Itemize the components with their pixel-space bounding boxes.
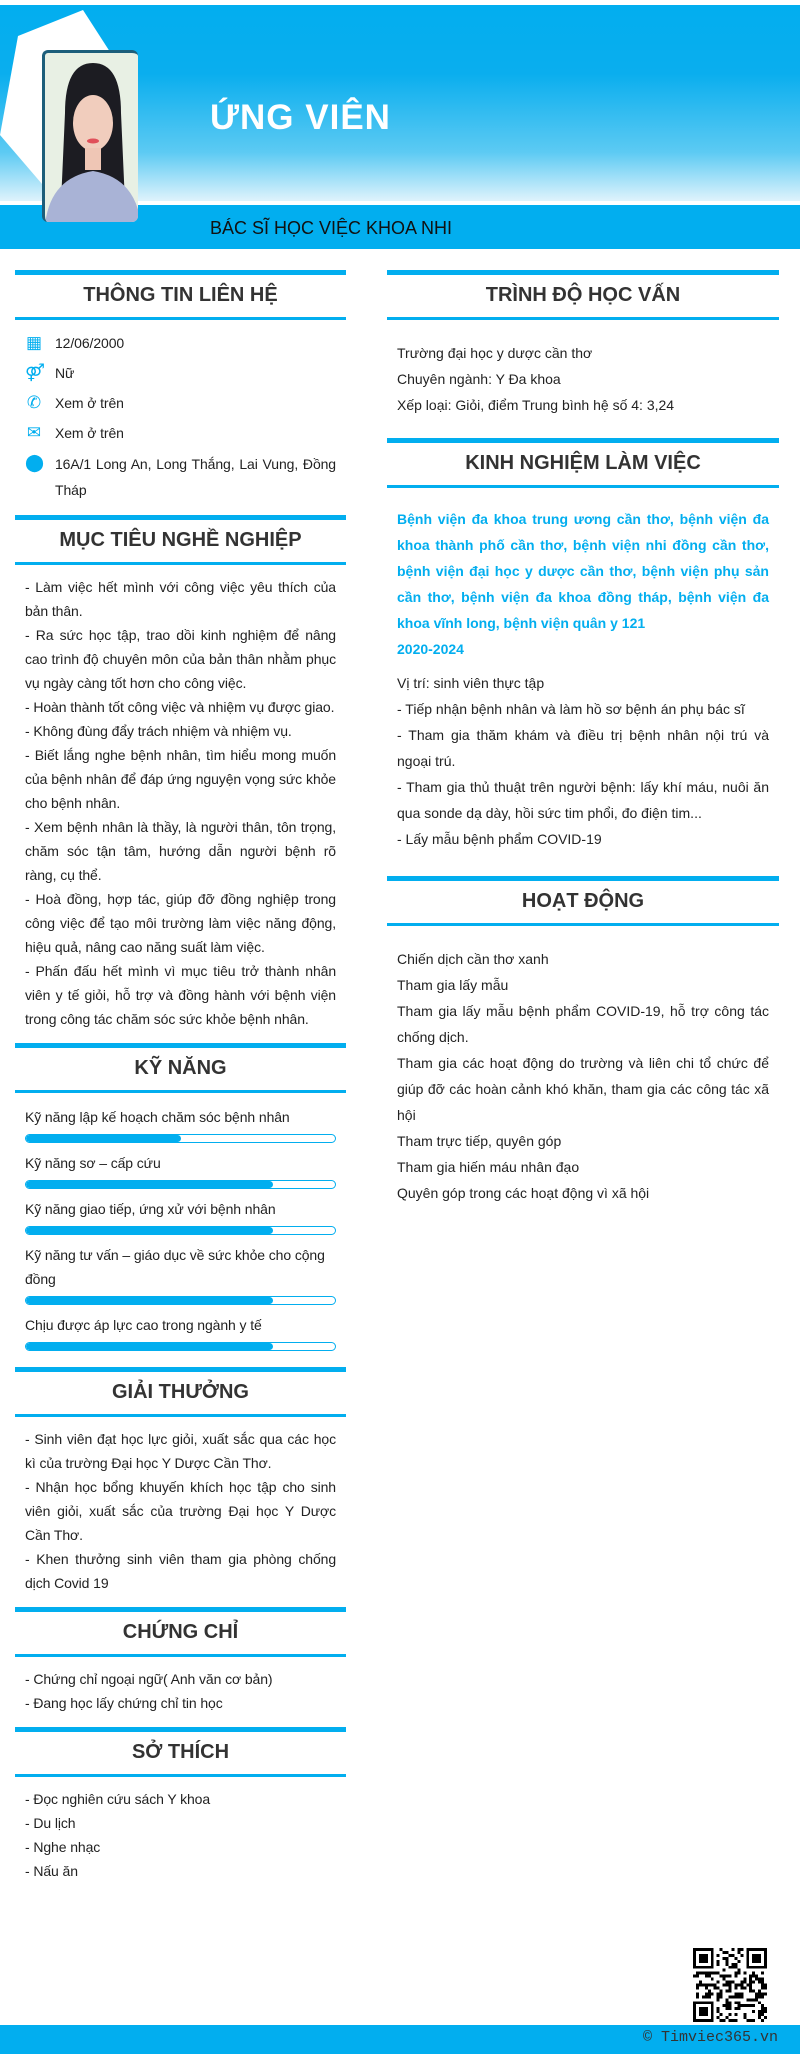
section-title: THÔNG TIN LIÊN HỆ	[15, 270, 346, 320]
contact-phone: ✆ Xem ở trên	[25, 388, 336, 418]
contact-email: ✉ Xem ở trên	[25, 418, 336, 448]
experience-section	[387, 438, 779, 876]
objective-line: - Hoà đồng, hợp tác, giúp đỡ đồng nghiệp trong công việc để tạo môi trường làm việc năng động, hiệu quả, nâng cao năng suất làm việc.	[25, 891, 336, 955]
hobby-line: - Nghe nhạc	[25, 1839, 101, 1855]
skill-bar	[25, 1134, 336, 1143]
award-line: - Sinh viên đạt học lực giỏi, xuất sắc qua các học kì của trường Đại học Y Dược Cần Thơ.	[25, 1431, 336, 1471]
activity-line: Tham gia lấy mẫu	[397, 977, 509, 993]
experience-line: - Tiếp nhận bệnh nhân và làm hồ sơ bệnh án phụ bác sĩ	[397, 701, 745, 717]
education-line: Trường đại học y dược cần thơ	[397, 345, 593, 361]
section-title: TRÌNH ĐỘ HỌC VẤN	[387, 270, 779, 320]
calendar-icon: ▦	[26, 333, 42, 352]
education-line: Chuyên ngành: Y Đa khoa	[397, 371, 561, 387]
certificate-line: - Chứng chỉ ngoại ngữ( Anh văn cơ bản)	[25, 1671, 273, 1687]
award-line: - Nhận học bổng khuyến khích học tập cho sinh viên giỏi, xuất sắc của trường Đại học Y Dược Cần Thơ.	[25, 1479, 336, 1543]
left-column	[15, 270, 346, 1895]
education-section	[387, 270, 779, 438]
skill-bar-fill	[26, 1343, 273, 1350]
email-icon: ✉	[26, 423, 42, 442]
experience-line: - Lấy mẫu bệnh phẩm COVID-19	[397, 831, 602, 847]
section-title: KINH NGHIỆM LÀM VIỆC	[387, 438, 779, 488]
education-line: Xếp loại: Giỏi, điểm Trung bình hệ số 4: 3,24	[397, 397, 675, 413]
candidate-name: ỨNG VIÊN	[210, 98, 391, 137]
skills-section	[15, 1043, 346, 1367]
skill-label: Chịu được áp lực cao trong ngành y tế	[25, 1317, 262, 1333]
skill-item	[25, 1243, 336, 1305]
skill-label: Kỹ năng lập kế hoạch chăm sóc bệnh nhân	[25, 1109, 290, 1125]
experience-period: 2020-2024	[397, 641, 464, 657]
skill-label: Kỹ năng tư vấn – giáo dục về sức khỏe cho cộng đồng	[25, 1247, 325, 1287]
skill-item	[25, 1105, 336, 1143]
qr-code	[693, 1948, 767, 2022]
objective-line: - Không đùng đẩy trách nhiệm và nhiệm vụ.	[25, 723, 292, 739]
activity-line: Tham gia hiến máu nhân đạo	[397, 1159, 580, 1175]
footer-credit: © Timviec365.vn	[642, 2029, 778, 2046]
activity-line: Quyên góp trong các hoạt động vì xã hội	[397, 1185, 650, 1201]
hobby-line: - Nấu ăn	[25, 1863, 78, 1879]
contact-section	[15, 270, 346, 515]
avatar	[42, 50, 138, 222]
section-title: HOẠT ĐỘNG	[387, 876, 779, 926]
experience-line: - Tham gia thăm khám và điều trị bệnh nhân nội trú và ngoại trú.	[397, 727, 769, 769]
skill-bar-fill	[26, 1135, 181, 1142]
certificates-section	[15, 1607, 346, 1727]
phone-icon: ✆	[26, 393, 42, 412]
skill-bar-fill	[26, 1227, 273, 1234]
contact-address: ⬤ 16A/1 Long An, Long Thắng, Lai Vung, Đồng Tháp	[25, 448, 336, 503]
skill-bar	[25, 1342, 336, 1351]
skill-item	[25, 1313, 336, 1351]
section-title: KỸ NĂNG	[15, 1043, 346, 1093]
skill-item	[25, 1151, 336, 1189]
hobby-line: - Đọc nghiên cứu sách Y khoa	[25, 1791, 211, 1807]
skill-bar	[25, 1296, 336, 1305]
contact-gender: ⚤ Nữ	[25, 358, 336, 388]
skill-bar-fill	[26, 1181, 273, 1188]
activity-line: Tham trực tiếp, quyên góp	[397, 1133, 562, 1149]
right-column	[387, 270, 779, 1222]
activity-line: Chiến dịch cần thơ xanh	[397, 951, 549, 967]
hobby-line: - Du lịch	[25, 1815, 76, 1831]
skill-label: Kỹ năng sơ – cấp cứu	[25, 1155, 161, 1171]
objective-line: - Xem bệnh nhân là thầy, là người thân, tôn trọng, chăm sóc tận tâm, hướng dẫn người bệnh rõ ràng, cụ thể.	[25, 819, 336, 883]
section-title: SỞ THÍCH	[15, 1727, 346, 1777]
contact-dob: ▦ 12/06/2000	[25, 328, 336, 358]
skill-label: Kỹ năng giao tiếp, ứng xử với bệnh nhân	[25, 1201, 276, 1217]
objective-line: - Ra sức học tập, trao dồi kinh nghiệm để nâng cao trình độ chuyên môn của bản thân nhằm phục vụ ngày càng tốt hơn cho công việc.	[25, 627, 336, 691]
objective-line: - Làm việc hết mình với công việc yêu thích của bản thân.	[25, 579, 336, 619]
objective-line: - Phấn đấu hết mình vì mục tiêu trở thành nhân viên y tế giỏi, hỗ trợ và đồng hành với bệnh viện trong công tác chăm sóc sức khỏe bệnh nhân.	[25, 963, 336, 1027]
job-title: BÁC SĨ HỌC VIỆC KHOA NHI	[210, 218, 453, 238]
activities-section	[387, 876, 779, 1222]
objective-line: - Biết lắng nghe bệnh nhân, tìm hiểu mong muốn của bệnh nhân để đáp ứng nguyện vọng sức khỏe cho bệnh nhân.	[25, 747, 336, 811]
activity-line: Tham gia các hoạt động do trường và liên chi tổ chức để giúp đỡ các hoàn cảnh khó khăn, tham gia các công tác xã hội	[397, 1055, 769, 1123]
objective-section	[15, 515, 346, 1043]
hobbies-section	[15, 1727, 346, 1895]
experience-line: - Tham gia thủ thuật trên người bệnh: lấy khí máu, nuôi ăn qua sonde dạ dày, hồi sức tim phổi, đo điện tim...	[397, 779, 769, 821]
gender-icon: ⚤	[25, 363, 45, 382]
objective-line: - Hoàn thành tốt công việc và nhiệm vụ được giao.	[25, 699, 335, 715]
experience-position: Vị trí: sinh viên thực tập	[397, 675, 545, 691]
awards-section	[15, 1367, 346, 1607]
section-title: CHỨNG CHỈ	[15, 1607, 346, 1657]
section-title: MỤC TIÊU NGHỀ NGHIỆP	[15, 515, 346, 565]
skill-bar-fill	[26, 1297, 273, 1304]
section-title: GIẢI THƯỞNG	[15, 1367, 346, 1417]
location-icon: ⬤	[25, 453, 44, 472]
skill-bar	[25, 1180, 336, 1189]
award-line: - Khen thưởng sinh viên tham gia phòng chống dịch Covid 19	[25, 1551, 336, 1591]
skill-item	[25, 1197, 336, 1235]
activity-line: Tham gia lấy mẫu bệnh phẩm COVID-19, hỗ trợ công tác chống dịch.	[397, 1003, 769, 1045]
skill-bar	[25, 1226, 336, 1235]
certificate-line: - Đang học lấy chứng chỉ tin học	[25, 1695, 223, 1711]
experience-company: Bệnh viện đa khoa trung ương cần thơ, bệnh viện đa khoa thành phố cần thơ, bệnh viện nhi đồng cần thơ, bệnh viện đại học y dược cần thơ, bệnh viện phụ sản cần thơ, bệnh viện đa khoa đồng tháp, bệnh viện đa khoa vĩnh long, bệnh viện quân y 121	[397, 511, 769, 631]
